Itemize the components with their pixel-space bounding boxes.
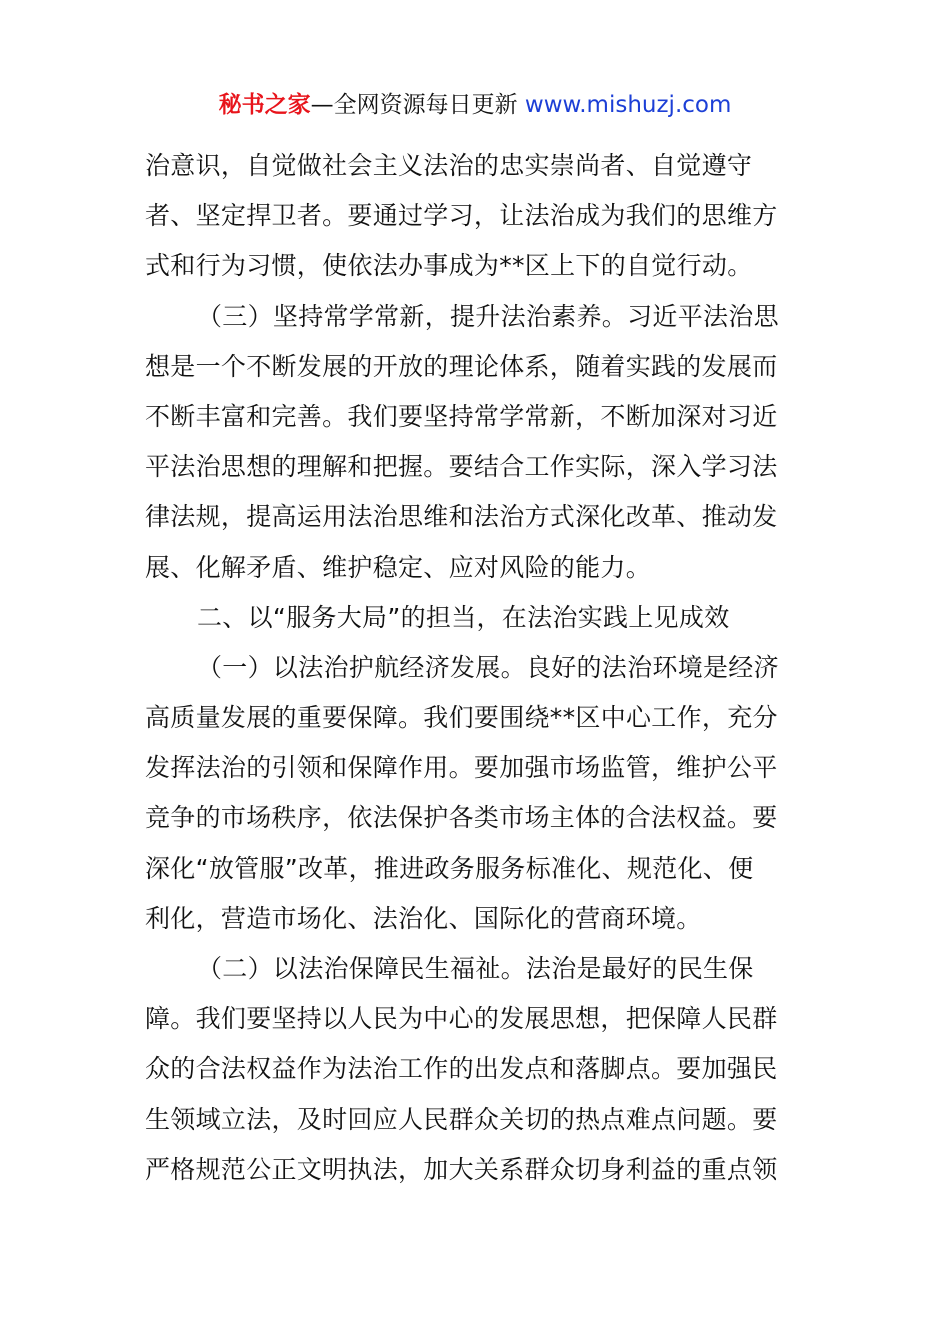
text-line: 想是一个不断发展的开放的理论体系，随着实践的发展而 (145, 351, 778, 381)
paragraph-heading-line: （二）以法治保障民生福祉。法治是最好的民生保 (197, 954, 754, 983)
text-line: 发挥法治的引领和保障作用。要加强市场监管，维护公平 (145, 753, 778, 783)
text-line: 竞争的市场秩序，依法保护各类市场主体的合法权益。要 (145, 803, 778, 833)
document-body (145, 146, 810, 1200)
text-line: 生领域立法，及时回应人民群众关切的热点难点问题。要 (145, 1104, 778, 1134)
site-header (0, 88, 950, 122)
text-line: 治意识，自觉做社会主义法治的忠实崇尚者、自觉遵守 (145, 151, 753, 180)
text-line: 高质量发展的重要保障。我们要围绕**区中心工作，充分 (145, 703, 778, 733)
text-line: 式和行为习惯，使依法办事成为**区上下的自觉行动。 (145, 251, 753, 281)
text-line: 者、坚定捍卫者。要通过学习，让法治成为我们的思维方 (145, 201, 778, 231)
paragraph-heading-line: （三）坚持常学常新，提升法治素养。习近平法治思 (197, 301, 779, 331)
text-line: 律法规，提高运用法治思维和法治方式深化改革、推动发 (145, 502, 778, 532)
site-brand: 秘书之家 (218, 92, 311, 118)
text-line: 平法治思想的理解和把握。要结合工作实际，深入学习法 (145, 452, 778, 482)
paragraph-heading-line: （一）以法治护航经济发展。良好的法治环境是经济 (197, 652, 779, 682)
section-heading: 二、以“服务大局”的担当，在法治实践上见成效 (197, 602, 730, 632)
site-url-link[interactable]: www.mishuzj.com (524, 92, 732, 118)
text-line: 众的合法权益作为法治工作的出发点和落脚点。要加强民 (145, 1054, 778, 1084)
site-slogan: —全网资源每日更新 (310, 92, 525, 118)
text-line: 严格规范公正文明执法，加大关系群众切身利益的重点领 (145, 1154, 778, 1184)
text-line: 障。我们要坚持以人民为中心的发展思想，把保障人民群 (145, 1004, 778, 1034)
text-line: 展、化解矛盾、维护稳定、应对风险的能力。 (145, 552, 652, 582)
text-line: 利化，营造市场化、法治化、国际化的营商环境。 (145, 903, 702, 933)
text-line: 不断丰富和完善。我们要坚持常学常新，不断加深对习近 (145, 401, 778, 431)
text-line: 深化“放管服”改革，推进政务服务标准化、规范化、便 (145, 853, 754, 883)
